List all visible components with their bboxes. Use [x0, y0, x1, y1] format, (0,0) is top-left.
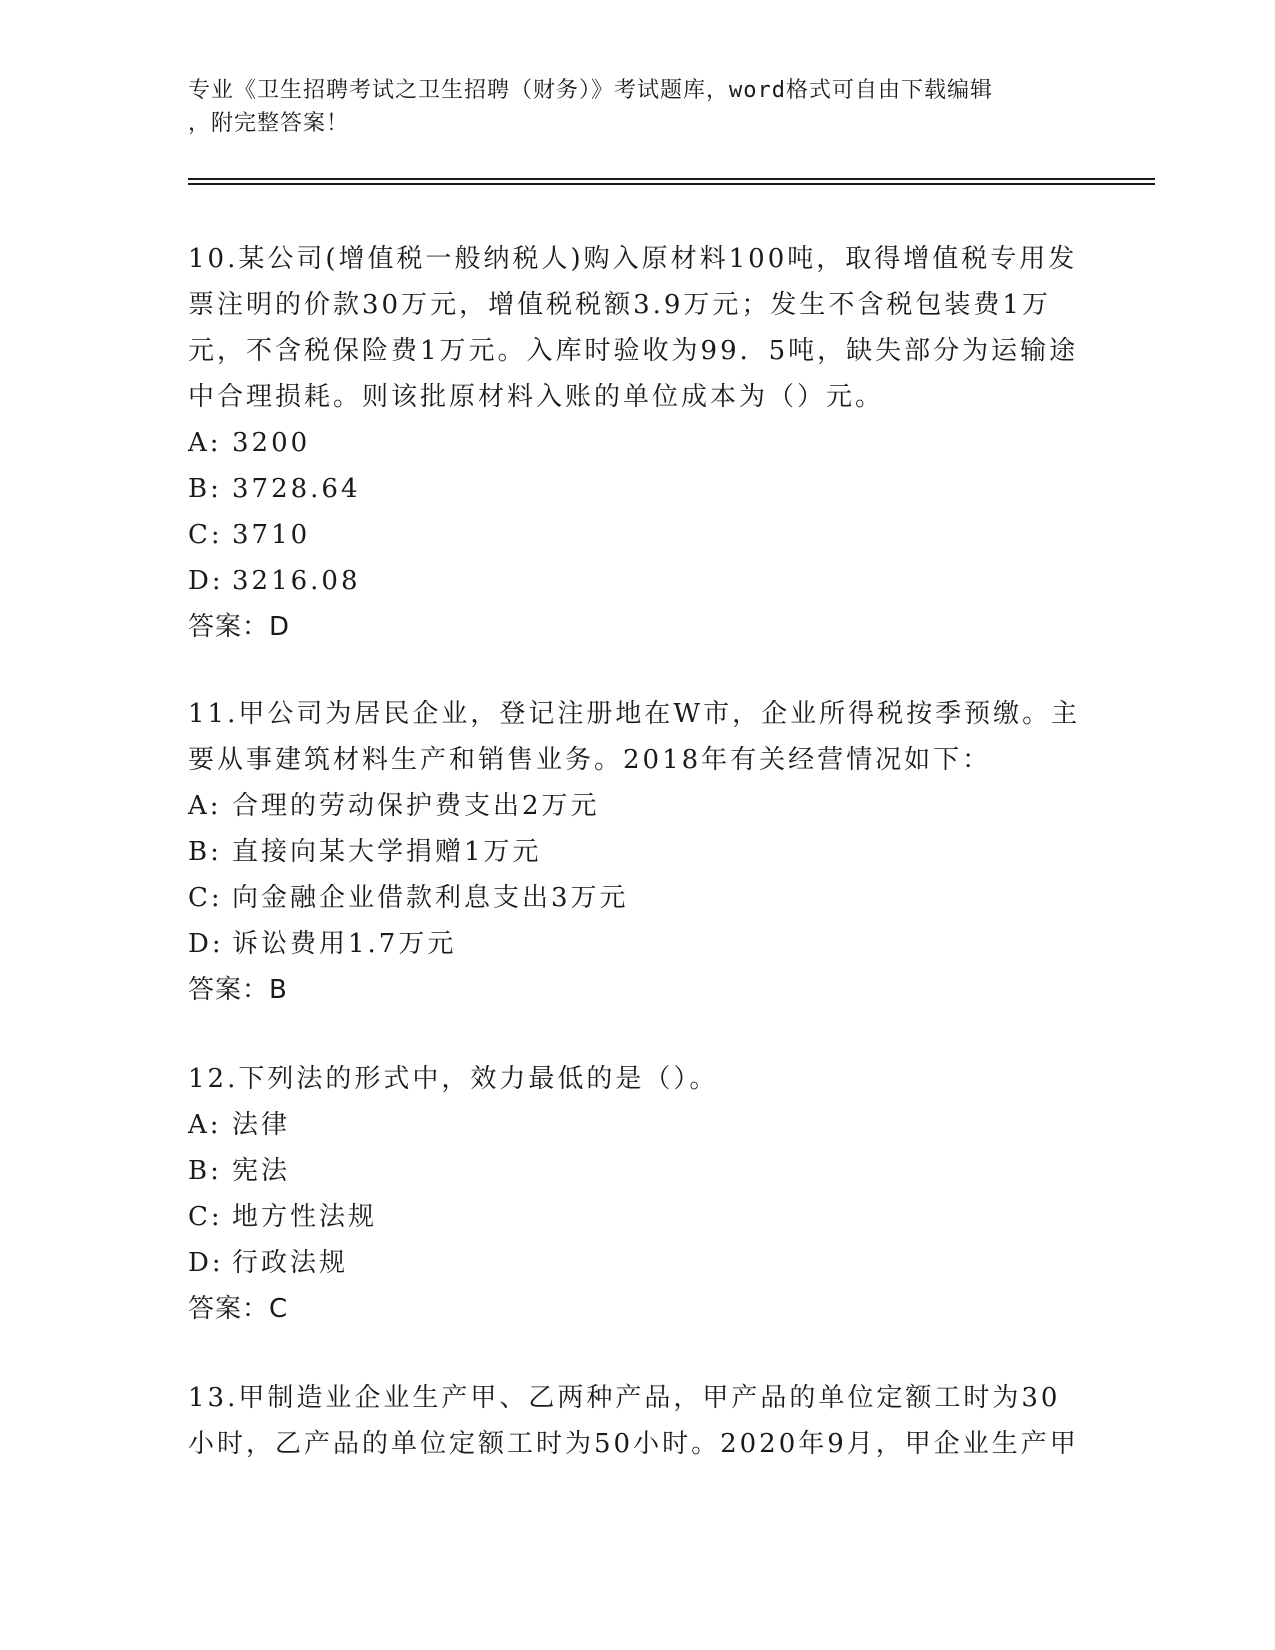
option-d	[188, 558, 1088, 604]
option-letter: D:	[188, 1248, 224, 1278]
option-letter: D:	[188, 929, 224, 959]
answer-line: 答案：C	[188, 1294, 289, 1324]
option-text: 3728.64	[232, 474, 361, 504]
question-stem: 10.某公司(增值税一般纳税人)购入原材料100吨，取得增值税专用发票注明的价款30万元，增值税税额3.9万元；发生不含税包装费1万元，不含税保险费1万元。入库时验收为99．5吨，缺失部分为运输途中合理损耗。则该批原材料入账的单位成本为（）元。	[188, 244, 1079, 412]
answer-line: 答案：D	[188, 612, 291, 642]
option-text: 向金融企业借款利息支出3万元	[232, 883, 629, 913]
option-text: 3710	[232, 520, 311, 550]
option-c	[188, 1194, 1088, 1240]
option-letter: B:	[188, 837, 222, 867]
option-a	[188, 783, 1088, 829]
option-letter: C:	[188, 1202, 223, 1232]
option-c	[188, 512, 1088, 558]
question-10	[188, 236, 1088, 650]
option-text: 诉讼费用1.7万元	[232, 929, 457, 959]
option-d	[188, 1240, 1088, 1286]
question-12	[188, 1056, 1088, 1332]
option-text: 法律	[232, 1110, 291, 1140]
question-stem: 12.下列法的形式中，效力最低的是（）。	[188, 1064, 719, 1094]
option-d	[188, 921, 1088, 967]
header-line-2: ，附完整答案！	[188, 111, 350, 136]
option-text: 合理的劳动保护费支出2万元	[232, 791, 600, 821]
option-a	[188, 420, 1088, 466]
option-letter: B:	[188, 474, 222, 504]
header-divider-bottom	[188, 183, 1155, 185]
option-c	[188, 875, 1088, 921]
option-text: 直接向某大学捐赠1万元	[232, 837, 542, 867]
option-letter: B:	[188, 1156, 222, 1186]
header-divider-top	[188, 178, 1155, 180]
option-letter: A:	[188, 428, 222, 458]
answer-line: 答案：B	[188, 975, 288, 1005]
option-letter: C:	[188, 520, 223, 550]
option-letter: A:	[188, 791, 222, 821]
question-13	[188, 1375, 1088, 1467]
option-letter: D:	[188, 566, 224, 596]
header-line-1: 专业《卫生招聘考试之卫生招聘（财务）》考试题库，word格式可自由下载编辑	[188, 78, 993, 103]
document-header	[188, 74, 1088, 140]
question-stem: 13.甲制造业企业生产甲、乙两种产品，甲产品的单位定额工时为30小时，乙产品的单位定额工时为50小时。2020年9月，甲企业生产甲	[188, 1383, 1079, 1459]
question-11	[188, 691, 1088, 1013]
option-text: 宪法	[232, 1156, 291, 1186]
question-stem: 11.甲公司为居民企业，登记注册地在W市，企业所得税按季预缴。主要从事建筑材料生产和销售业务。2018年有关经营情况如下：	[188, 699, 1081, 775]
option-letter: A:	[188, 1110, 222, 1140]
option-b	[188, 829, 1088, 875]
option-b	[188, 466, 1088, 512]
option-letter: C:	[188, 883, 223, 913]
option-text: 3216.08	[232, 566, 361, 596]
option-a	[188, 1102, 1088, 1148]
option-text: 行政法规	[232, 1248, 349, 1278]
option-text: 地方性法规	[232, 1202, 378, 1232]
option-b	[188, 1148, 1088, 1194]
option-text: 3200	[232, 428, 311, 458]
